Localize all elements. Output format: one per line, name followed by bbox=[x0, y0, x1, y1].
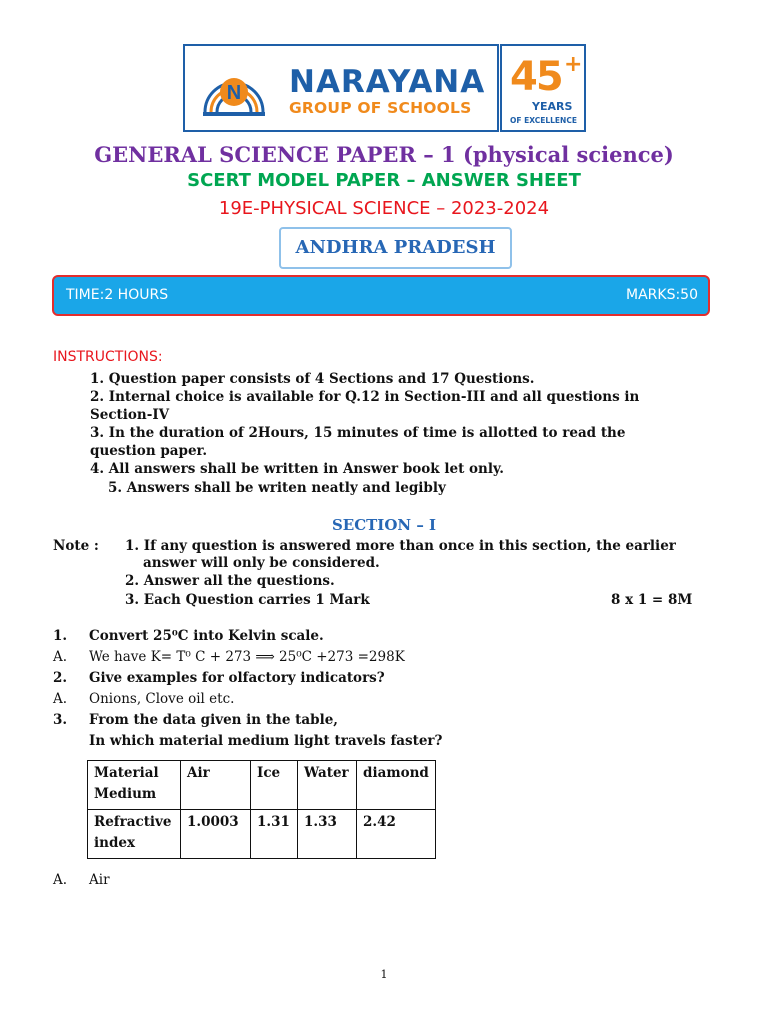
page-number: 1 bbox=[380, 968, 388, 981]
instruction-line: 1. Question paper consists of 4 Sections and 17 Questions. bbox=[90, 371, 535, 387]
note-line: answer will only be considered. bbox=[143, 555, 380, 571]
answer-text: We have K= T⁰ C + 273 ⟹ 25⁰C +273 =298K bbox=[89, 649, 405, 665]
years-label: YEARS bbox=[532, 100, 573, 113]
section-heading: SECTION – I bbox=[331, 516, 437, 534]
time-label: TIME:2 HOURS bbox=[66, 287, 169, 303]
refractive-index-table bbox=[87, 760, 436, 859]
time-marks-bar bbox=[52, 275, 710, 316]
instruction-line: Section-IV bbox=[90, 407, 170, 423]
table-cell: Water bbox=[298, 761, 357, 810]
answer-label: A. bbox=[53, 872, 68, 888]
answer-text: Onions, Clove oil etc. bbox=[89, 691, 235, 707]
instruction-line: 5. Answers shall be writen neatly and legibly bbox=[108, 480, 446, 496]
question-text: From the data given in the table, bbox=[89, 712, 338, 728]
question-text: Convert 25⁰C into Kelvin scale. bbox=[89, 628, 324, 644]
table-cell: 1.33 bbox=[298, 810, 357, 859]
note-line: 3. Each Question carries 1 Mark bbox=[125, 592, 370, 608]
table-cell: Material Medium bbox=[88, 761, 181, 810]
school-logo-banner bbox=[183, 44, 499, 132]
narayana-emblem-icon bbox=[199, 54, 269, 124]
years-badge bbox=[500, 44, 586, 132]
table-cell: 1.0003 bbox=[181, 810, 251, 859]
table-cell: diamond bbox=[357, 761, 436, 810]
answer-label: A. bbox=[53, 691, 68, 707]
table-row bbox=[88, 810, 436, 859]
table-cell: 1.31 bbox=[251, 810, 298, 859]
table-cell: Refractive index bbox=[88, 810, 181, 859]
table-cell: 2.42 bbox=[357, 810, 436, 859]
note-line: 2. Answer all the questions. bbox=[125, 573, 335, 589]
instruction-line: 3. In the duration of 2Hours, 15 minutes of time is allotted to read the bbox=[90, 425, 626, 441]
note-line: 1. If any question is answered more than once in this section, the earlier bbox=[125, 538, 676, 554]
instruction-line: 2. Internal choice is available for Q.12 in Section-III and all questions in bbox=[90, 389, 640, 405]
paper-title: GENERAL SCIENCE PAPER – 1 (physical science) bbox=[94, 142, 674, 167]
question-number: 3. bbox=[53, 712, 68, 728]
paper-subtitle: SCERT MODEL PAPER – ANSWER SHEET bbox=[187, 170, 581, 191]
brand-name: NARAYANA bbox=[289, 64, 486, 100]
question-number: 2. bbox=[53, 670, 68, 686]
years-sub: OF EXCELLENCE bbox=[510, 116, 577, 125]
course-title: 19E-PHYSICAL SCIENCE – 2023-2024 bbox=[218, 198, 550, 219]
state-label: ANDHRA PRADESH bbox=[279, 227, 512, 269]
note-label: Note : bbox=[53, 538, 99, 554]
instruction-line: question paper. bbox=[90, 443, 208, 459]
question-text-continued: In which material medium light travels faster? bbox=[89, 733, 443, 749]
instruction-line: 4. All answers shall be written in Answer book let only. bbox=[90, 461, 504, 477]
marks-label: MARKS:50 bbox=[626, 287, 698, 303]
instructions-heading: INSTRUCTIONS: bbox=[53, 349, 163, 365]
question-number: 1. bbox=[53, 628, 68, 644]
table-row bbox=[88, 761, 436, 810]
answer-text: Air bbox=[89, 872, 110, 888]
years-plus: + bbox=[564, 52, 583, 77]
brand-tagline: GROUP OF SCHOOLS bbox=[289, 99, 472, 117]
years-number: 45 bbox=[510, 54, 562, 100]
section-marks: 8 x 1 = 8M bbox=[611, 592, 693, 608]
question-text: Give examples for olfactory indicators? bbox=[89, 670, 385, 686]
answer-label: A. bbox=[53, 649, 68, 665]
table-cell: Air bbox=[181, 761, 251, 810]
emblem-letter: N bbox=[226, 82, 242, 104]
table-cell: Ice bbox=[251, 761, 298, 810]
